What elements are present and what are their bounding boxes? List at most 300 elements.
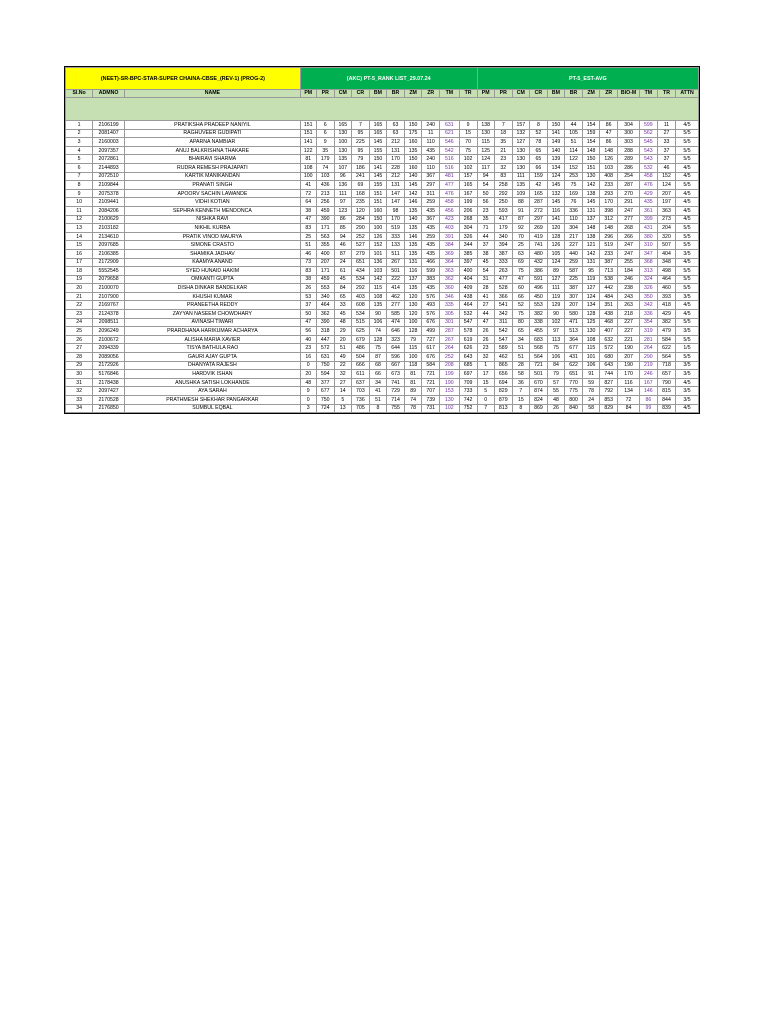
cell-name: APOORV SACHIN LAWANDE — [124, 189, 300, 198]
cell-score: 464 — [459, 301, 477, 310]
table-row — [66, 249, 699, 258]
cell-name: AYA SARAH — [124, 387, 300, 396]
cell-score: 111 — [547, 284, 564, 293]
cell-score: 3/5 — [676, 361, 699, 370]
cell-score: 91 — [583, 370, 600, 379]
cell-score: 313 — [639, 267, 657, 276]
cell-score: 293 — [600, 189, 618, 198]
cell-score: 709 — [459, 378, 477, 387]
cell-score: 253 — [564, 172, 582, 181]
cell-score: 142 — [369, 275, 386, 284]
cell-score: 78 — [529, 138, 547, 147]
cell-score: 150 — [369, 155, 386, 164]
cell-score: 38 — [300, 275, 316, 284]
cell-score: 11 — [657, 121, 675, 130]
cell-score: 705 — [351, 404, 369, 413]
cell-score: 83 — [300, 224, 316, 233]
cell-score: 197 — [657, 198, 675, 207]
cell-slno: 6 — [66, 163, 93, 172]
cell-slno: 7 — [66, 172, 93, 181]
cell-score: 450 — [529, 292, 547, 301]
cell-score: 86 — [600, 121, 618, 130]
cell-score: 170 — [386, 215, 404, 224]
cell-score: 145 — [405, 181, 422, 190]
cell-score: 266 — [618, 232, 640, 241]
cell-score: 400 — [459, 267, 477, 276]
cell-score: 106 — [547, 353, 564, 362]
cell-score: 387 — [494, 249, 512, 258]
cell-score: 169 — [564, 189, 582, 198]
cell-score: 125 — [583, 318, 600, 327]
cell-admno: 2084206 — [93, 206, 125, 215]
cell-score: 81 — [405, 370, 422, 379]
cell-score: 134 — [583, 301, 600, 310]
cell-score: 99 — [639, 404, 657, 413]
cell-score: 124 — [547, 172, 564, 181]
cell-score: 60 — [512, 284, 529, 293]
table-row — [66, 353, 699, 362]
cell-score: 462 — [494, 353, 512, 362]
cell-score: 398 — [600, 206, 618, 215]
cell-score: 263 — [494, 267, 512, 276]
cell-score: 179 — [316, 155, 334, 164]
cell-score: 75 — [369, 344, 386, 353]
cell-score: 170 — [386, 155, 404, 164]
cell-score: 431 — [564, 353, 582, 362]
cell-score: 252 — [351, 232, 369, 241]
cell-score: 94 — [334, 232, 351, 241]
cell-name: KHUSHI KUMAR — [124, 292, 300, 301]
cell-score: 124 — [583, 292, 600, 301]
cell-score: 78 — [405, 404, 422, 413]
cell-score: 516 — [440, 155, 459, 164]
cell-score: 534 — [351, 310, 369, 319]
cell-score: 4/5 — [676, 404, 699, 413]
cell-score: 435 — [422, 284, 440, 293]
cell-score: 4/5 — [676, 163, 699, 172]
cell-score: 714 — [386, 396, 404, 405]
table-row — [66, 284, 699, 293]
cell-score: 368 — [639, 258, 657, 267]
cell-score: 277 — [618, 215, 640, 224]
cell-score: 297 — [422, 181, 440, 190]
cell-score: 147 — [386, 198, 404, 207]
cell-score: 879 — [494, 396, 512, 405]
cell-score: 6 — [316, 121, 334, 130]
cell-score: 462 — [386, 292, 404, 301]
cell-score: 651 — [351, 258, 369, 267]
cell-score: 81 — [300, 155, 316, 164]
cell-score: 66 — [512, 292, 529, 301]
cell-score: 486 — [351, 344, 369, 353]
cell-score: 501 — [529, 370, 547, 379]
cell-score: 155 — [369, 146, 386, 155]
cell-score: 267 — [386, 258, 404, 267]
cell-score: 186 — [351, 163, 369, 172]
cell-score: 390 — [316, 215, 334, 224]
cell-score: 175 — [405, 129, 422, 138]
cell-score: 47 — [477, 318, 494, 327]
cell-score: 44 — [477, 232, 494, 241]
cell-slno: 20 — [66, 284, 93, 293]
cell-score: 608 — [351, 301, 369, 310]
cell-score: 72 — [618, 396, 640, 405]
cell-score: 584 — [422, 361, 440, 370]
cell-score: 130 — [405, 301, 422, 310]
cell-score: 41 — [300, 181, 316, 190]
cell-score: 576 — [422, 310, 440, 319]
table-row — [66, 378, 699, 387]
cell-score: 480 — [529, 249, 547, 258]
cell-score: 310 — [639, 241, 657, 250]
cell-score: 20 — [300, 370, 316, 379]
cell-name: SHAMIKA JADHAV — [124, 249, 300, 258]
table-row — [66, 396, 699, 405]
cell-score: 267 — [440, 335, 459, 344]
cell-name: ANUSHKA SATISH LOKHANDE — [124, 378, 300, 387]
cell-score: 7 — [512, 387, 529, 396]
cell-score: 587 — [564, 267, 582, 276]
cell-score: 79 — [351, 155, 369, 164]
cell-score: 160 — [369, 206, 386, 215]
cell-score: 677 — [564, 344, 582, 353]
cell-score: 312 — [600, 215, 618, 224]
cell-score: 130 — [583, 172, 600, 181]
cell-score: 120 — [351, 206, 369, 215]
col-rank-zm: ZM — [405, 90, 422, 98]
cell-score: 727 — [422, 335, 440, 344]
table-row — [66, 318, 699, 327]
cell-score: 755 — [386, 404, 404, 413]
cell-slno: 18 — [66, 267, 93, 276]
cell-score: 171 — [316, 267, 334, 276]
cell-score: 132 — [547, 189, 564, 198]
table-row — [66, 121, 699, 130]
cell-score: 46 — [657, 163, 675, 172]
cell-score: 54 — [477, 181, 494, 190]
cell-score: 435 — [422, 249, 440, 258]
cell-score: 153 — [440, 387, 459, 396]
cell-name: SIMONE CRASTO — [124, 241, 300, 250]
col-rank-br: BR — [386, 90, 404, 98]
cell-score: 127 — [547, 275, 564, 284]
cell-score: 18 — [494, 129, 512, 138]
cell-score: 155 — [369, 181, 386, 190]
cell-score: 460 — [657, 284, 675, 293]
cell-score: 7 — [351, 121, 369, 130]
cell-score: 568 — [529, 344, 547, 353]
cell-score: 5/5 — [676, 232, 699, 241]
cell-score: 481 — [440, 172, 459, 181]
cell-score: 225 — [564, 275, 582, 284]
cell-score: 507 — [657, 241, 675, 250]
cell-score: 739 — [422, 396, 440, 405]
cell-score: 335 — [440, 301, 459, 310]
cell-score: 64 — [300, 198, 316, 207]
cell-score: 133 — [386, 241, 404, 250]
cell-score: 4/5 — [676, 258, 699, 267]
cell-admno: 2098511 — [93, 318, 125, 327]
cell-score: 733 — [459, 387, 477, 396]
cell-score: 585 — [386, 310, 404, 319]
cell-score: 3 — [300, 404, 316, 413]
cell-score: 63 — [386, 121, 404, 130]
cell-score: 562 — [639, 129, 657, 138]
cell-score: 13 — [334, 404, 351, 413]
cell-score: 363 — [440, 267, 459, 276]
cell-score: 190 — [618, 344, 640, 353]
cell-score: 7 — [477, 404, 494, 413]
cell-score: 498 — [657, 267, 675, 276]
cell-score: 85 — [334, 224, 351, 233]
cell-score: 667 — [386, 361, 404, 370]
cell-score: 142 — [583, 181, 600, 190]
cell-name: SUMBUL EQBAL — [124, 404, 300, 413]
cell-score: 45 — [334, 275, 351, 284]
cell-score: 38 — [477, 249, 494, 258]
cell-score: 207 — [618, 353, 640, 362]
cell-score: 89 — [547, 267, 564, 276]
cell-score: 102 — [459, 163, 477, 172]
cell-score: 63 — [386, 129, 404, 138]
cell-name: OMKANTI GUPTA — [124, 275, 300, 284]
cell-score: 74 — [369, 327, 386, 336]
cell-score: 74 — [316, 163, 334, 172]
cell-name: TISYA BATHULA RAO — [124, 344, 300, 353]
cell-score: 110 — [422, 138, 440, 147]
cell-score: 382 — [529, 310, 547, 319]
cell-name: KARTIK MANIKANDAN — [124, 172, 300, 181]
cell-score: 146 — [405, 198, 422, 207]
cell-score: 213 — [316, 189, 334, 198]
cell-score: 142 — [583, 249, 600, 258]
cell-score: 170 — [618, 370, 640, 379]
cell-score: 351 — [600, 301, 618, 310]
cell-score: 48 — [334, 318, 351, 327]
cell-score: 300 — [618, 129, 640, 138]
cell-score: 184 — [618, 267, 640, 276]
cell-score: 38 — [300, 206, 316, 215]
cell-score: 52 — [529, 129, 547, 138]
cell-score: 594 — [316, 370, 334, 379]
cell-score: 385 — [459, 249, 477, 258]
cell-score: 455 — [529, 327, 547, 336]
cell-name: NIKHIL KURBA — [124, 224, 300, 233]
cell-score: 145 — [369, 172, 386, 181]
cell-score: 160 — [405, 138, 422, 147]
cell-score: 622 — [564, 361, 582, 370]
cell-score: 14 — [334, 387, 351, 396]
cell-score: 51 — [512, 353, 529, 362]
col-avg-tr: TR — [657, 90, 675, 98]
cell-score: 63 — [512, 249, 529, 258]
cell-score: 199 — [440, 370, 459, 379]
cell-score: 130 — [440, 396, 459, 405]
col-avg-pm: PM — [477, 90, 494, 98]
cell-score: 744 — [600, 370, 618, 379]
cell-score: 572 — [600, 344, 618, 353]
cell-score: 243 — [618, 292, 640, 301]
cell-score: 4/5 — [676, 215, 699, 224]
cell-score: 404 — [657, 249, 675, 258]
cell-score: 106 — [583, 361, 600, 370]
cell-score: 227 — [618, 327, 640, 336]
cell-score: 165 — [529, 189, 547, 198]
cell-score: 206 — [459, 206, 477, 215]
cell-score: 51 — [512, 344, 529, 353]
cell-score: 545 — [639, 138, 657, 147]
cell-admno: 2089056 — [93, 353, 125, 362]
cell-score: 4/5 — [676, 301, 699, 310]
cell-score: 4/5 — [676, 206, 699, 215]
cell-score: 438 — [459, 292, 477, 301]
cell-score: 116 — [405, 267, 422, 276]
cell-score: 53 — [300, 292, 316, 301]
cell-score: 0 — [300, 396, 316, 405]
cell-score: 516 — [440, 163, 459, 172]
cell-score: 532 — [639, 163, 657, 172]
cell-score: 578 — [459, 327, 477, 336]
cell-score: 4/5 — [676, 198, 699, 207]
cell-score: 218 — [618, 310, 640, 319]
cell-score: 354 — [639, 318, 657, 327]
cell-score: 346 — [440, 292, 459, 301]
cell-score: 78 — [583, 387, 600, 396]
cell-score: 459 — [316, 275, 334, 284]
cell-score: 128 — [405, 327, 422, 336]
cell-score: 31 — [477, 275, 494, 284]
cell-admno: 2124378 — [93, 310, 125, 319]
cell-admno: 2134610 — [93, 232, 125, 241]
cell-score: 259 — [422, 232, 440, 241]
cell-score: 111 — [334, 189, 351, 198]
cell-score: 150 — [405, 155, 422, 164]
cell-score: 270 — [618, 189, 640, 198]
cell-score: 361 — [639, 206, 657, 215]
cell-score: 114 — [564, 146, 582, 155]
cell-score: 190 — [440, 378, 459, 387]
cell-score: 37 — [657, 146, 675, 155]
cell-score: 301 — [440, 318, 459, 327]
cell-score: 258 — [494, 181, 512, 190]
cell-score: 815 — [657, 387, 675, 396]
cell-score: 221 — [618, 335, 640, 344]
cell-score: 105 — [564, 129, 582, 138]
cell-score: 637 — [351, 378, 369, 387]
cell-score: 66 — [369, 370, 386, 379]
cell-score: 32 — [477, 353, 494, 362]
cell-score: 124 — [547, 258, 564, 267]
table-row — [66, 172, 699, 181]
cell-score: 387 — [600, 258, 618, 267]
cell-score: 212 — [386, 172, 404, 181]
cell-score: 100 — [334, 138, 351, 147]
cell-score: 286 — [618, 163, 640, 172]
cell-score: 3/5 — [676, 370, 699, 379]
cell-score: 676 — [422, 353, 440, 362]
cell-score: 87 — [334, 249, 351, 258]
cell-slno: 15 — [66, 241, 93, 250]
cell-score: 431 — [639, 224, 657, 233]
cell-score: 123 — [334, 206, 351, 215]
cell-name: ALISHA MARIA XAVIER — [124, 335, 300, 344]
col-rank-pr: PR — [316, 90, 334, 98]
cell-score: 108 — [583, 335, 600, 344]
cell-score: 149 — [547, 138, 564, 147]
cell-name: ANUJ BALKRISHNA THAKARE — [124, 146, 300, 155]
cell-score: 670 — [529, 378, 547, 387]
cell-score: 246 — [618, 275, 640, 284]
table-row — [66, 129, 699, 138]
cell-score: 4/5 — [676, 121, 699, 130]
cell-score: 869 — [529, 404, 547, 413]
cell-score: 208 — [440, 361, 459, 370]
cell-score: 115 — [583, 344, 600, 353]
cell-score: 5/5 — [676, 138, 699, 147]
cell-admno: 2103182 — [93, 224, 125, 233]
cell-score: 20 — [334, 335, 351, 344]
col-slno: Sl.No — [66, 90, 93, 98]
cell-score: 476 — [440, 189, 459, 198]
cell-score: 736 — [351, 396, 369, 405]
cell-score: 5/5 — [676, 318, 699, 327]
cell-score: 88 — [512, 198, 529, 207]
cell-admno: 2079658 — [93, 275, 125, 284]
cell-score: 643 — [459, 353, 477, 362]
col-admno: ADMNO — [93, 90, 125, 98]
cell-score: 48 — [547, 396, 564, 405]
cell-score: 724 — [316, 404, 334, 413]
cell-score: 212 — [386, 138, 404, 147]
cell-score: 137 — [405, 275, 422, 284]
cell-score: 28 — [512, 361, 529, 370]
cell-score: 140 — [405, 172, 422, 181]
cell-score: 116 — [618, 378, 640, 387]
cell-score: 238 — [618, 284, 640, 293]
cell-name: SEPHRA KENNETH MENDONCA — [124, 206, 300, 215]
cell-score: 432 — [529, 258, 547, 267]
cell-score: 364 — [440, 258, 459, 267]
cell-score: 9 — [459, 121, 477, 130]
cell-score: 37 — [477, 241, 494, 250]
cell-score: 115 — [477, 138, 494, 147]
cell-score: 35 — [494, 138, 512, 147]
cell-score: 154 — [583, 138, 600, 147]
cell-score: 131 — [583, 258, 600, 267]
cell-score: 83 — [494, 172, 512, 181]
cell-score: 5/5 — [676, 155, 699, 164]
cell-score: 333 — [386, 232, 404, 241]
cell-score: 476 — [639, 181, 657, 190]
cell-score: 145 — [583, 198, 600, 207]
cell-score: 429 — [639, 189, 657, 198]
cell-score: 409 — [459, 284, 477, 293]
cell-score: 137 — [583, 215, 600, 224]
cell-score: 591 — [529, 275, 547, 284]
col-rank-cr: CR — [351, 90, 369, 98]
cell-score: 247 — [618, 241, 640, 250]
cell-score: 307 — [564, 292, 582, 301]
cell-score: 563 — [316, 232, 334, 241]
cell-name: GAURI AJAY GUPTA — [124, 353, 300, 362]
cell-score: 403 — [351, 292, 369, 301]
cell-score: 41 — [477, 292, 494, 301]
cell-score: 546 — [440, 138, 459, 147]
cell-admno: 2172926 — [93, 361, 125, 370]
cell-score: 770 — [564, 378, 582, 387]
cell-score: 742 — [459, 396, 477, 405]
cell-score: 56 — [300, 327, 316, 336]
